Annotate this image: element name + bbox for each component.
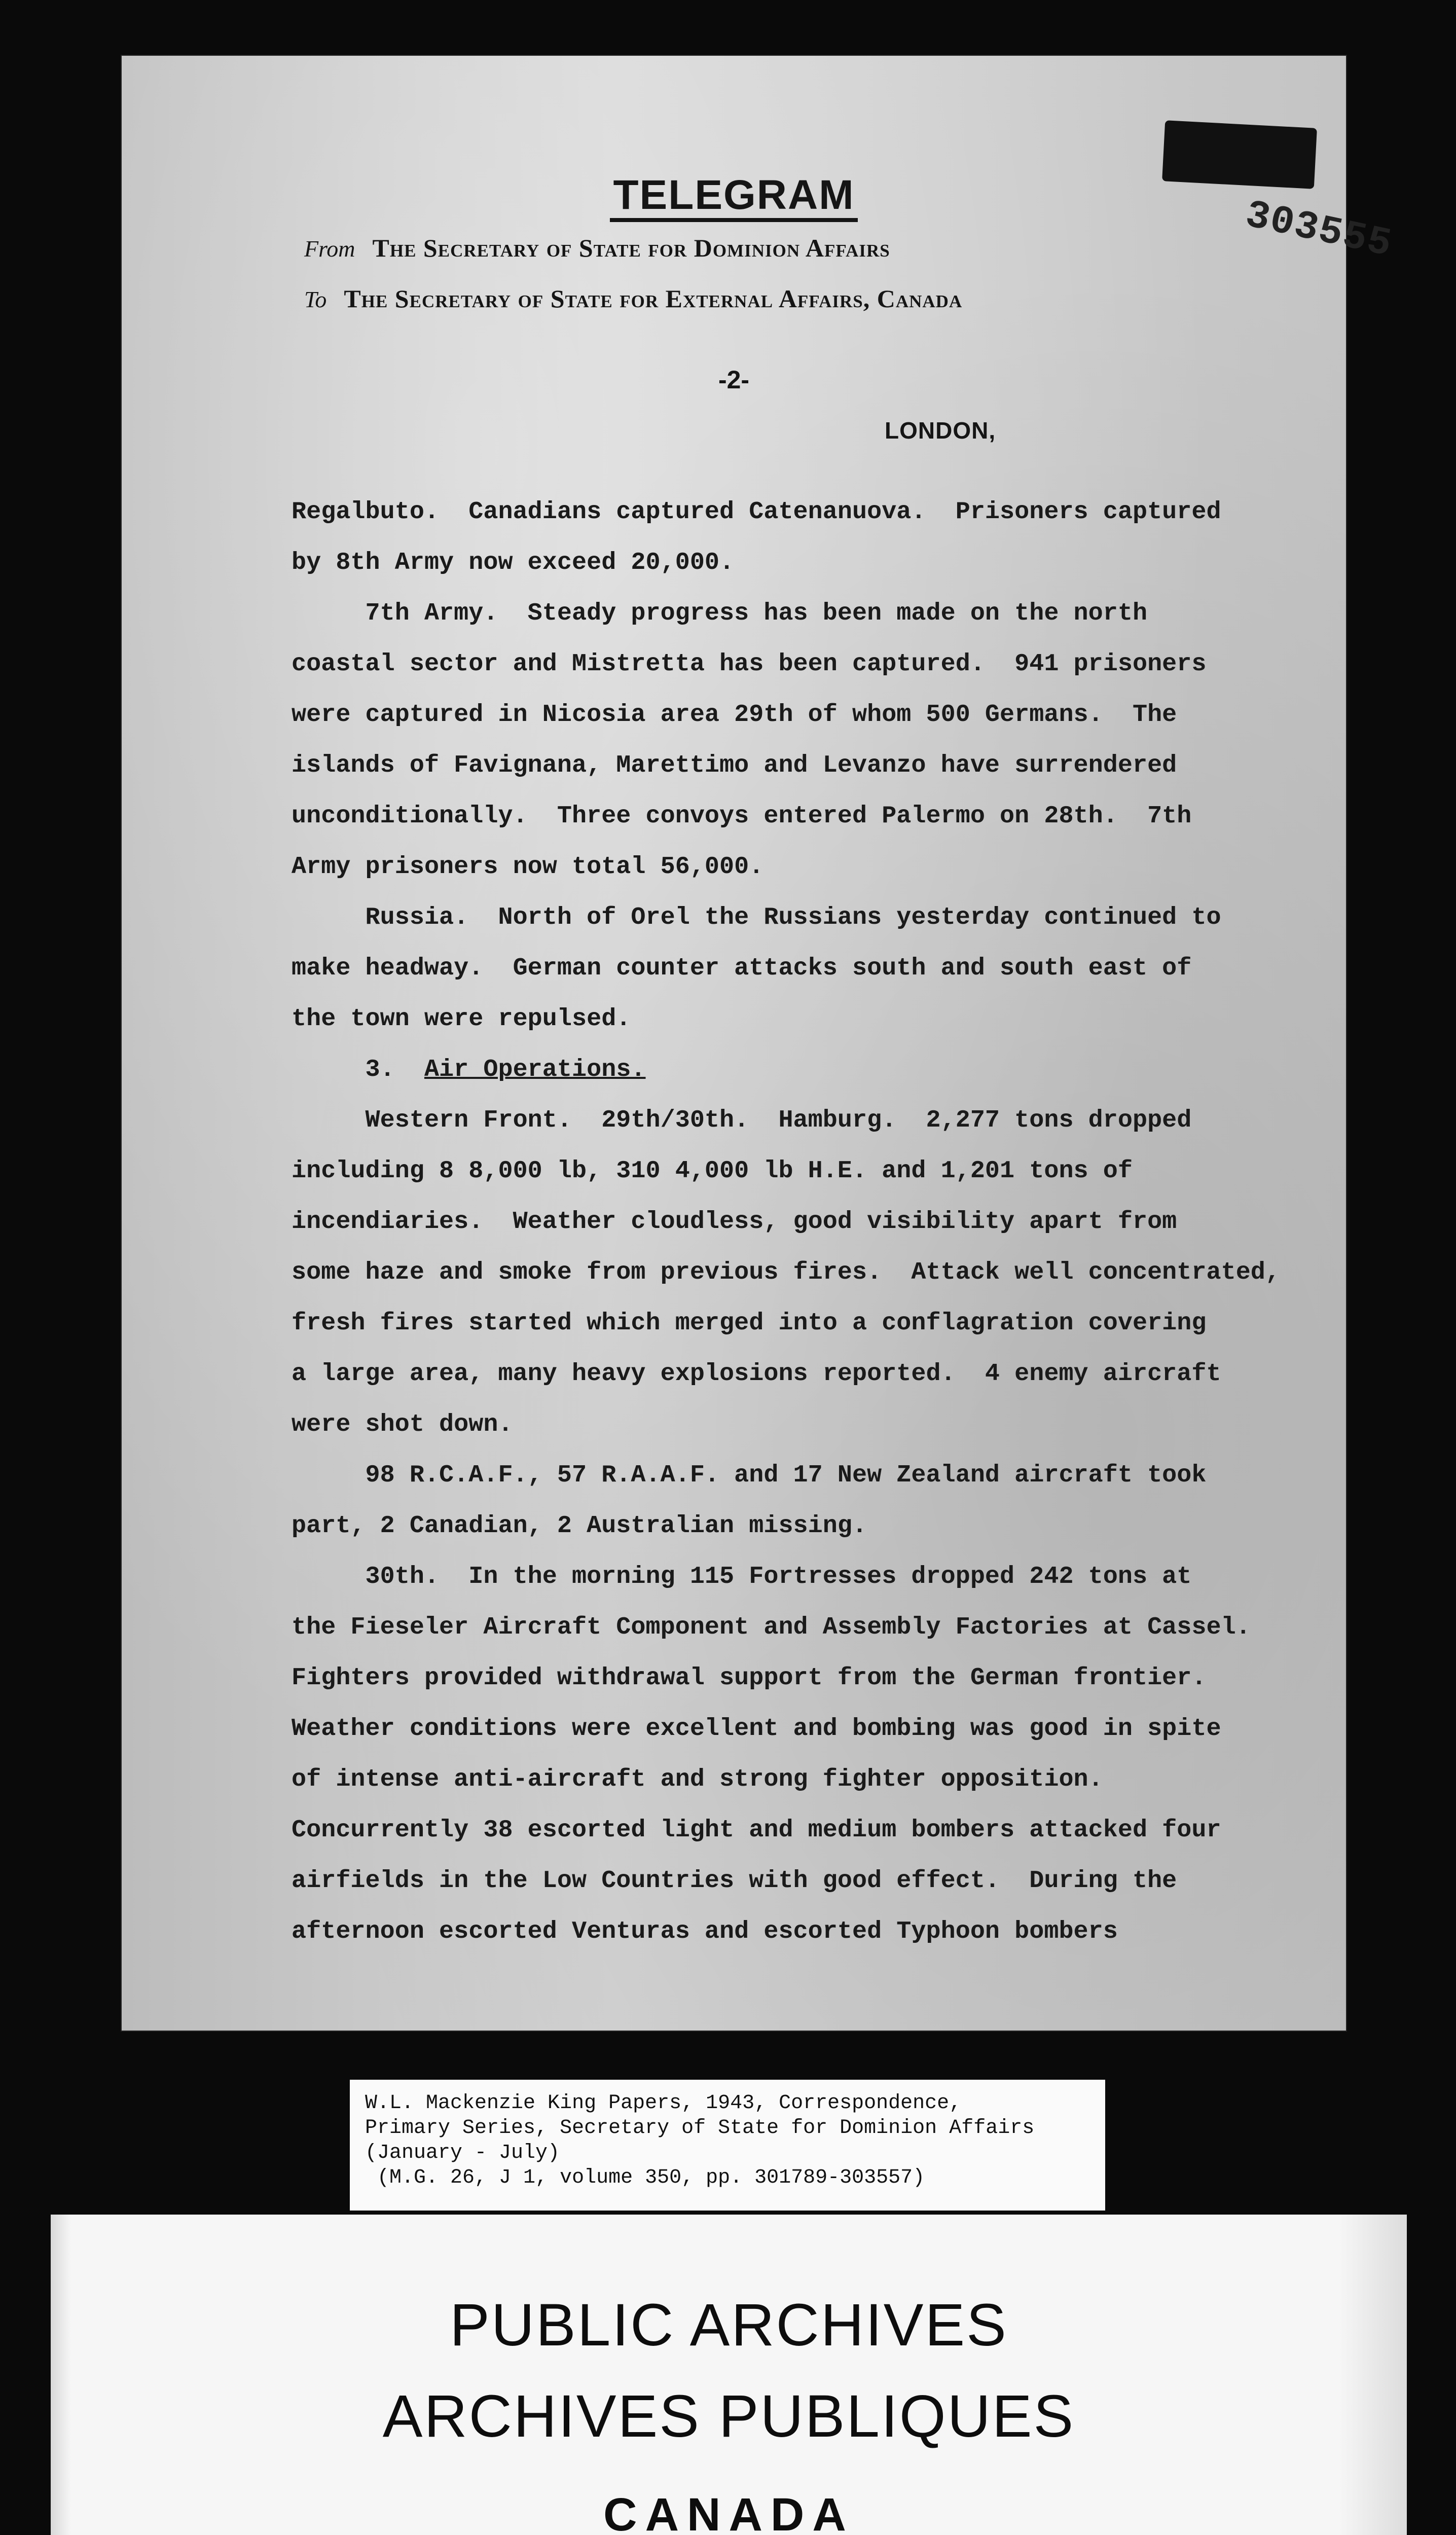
body-line: a large area, many heavy explosions reported. 4 enemy aircraft xyxy=(292,1360,1221,1388)
telegram-body xyxy=(292,487,1422,1957)
place-line: LONDON, xyxy=(885,417,996,444)
from-value: The Secretary of State for Dominion Affairs xyxy=(372,234,890,262)
body-line: including 8 8,000 lb, 310 4,000 lb H.E. and 1,201 tons of xyxy=(292,1157,1133,1185)
page-marker: -2- xyxy=(718,366,750,394)
body-line: 98 R.C.A.F., 57 R.A.A.F. and 17 New Zealand aircraft took xyxy=(292,1461,1207,1489)
body-line: by 8th Army now exceed 20,000. xyxy=(292,549,735,576)
body-line: fresh fires started which merged into a conflagration covering xyxy=(292,1309,1207,1337)
from-label: From xyxy=(304,236,355,262)
body-line: were shot down. xyxy=(292,1410,513,1438)
body-line: coastal sector and Mistretta has been captured. 941 prisoners xyxy=(292,650,1207,678)
body-line: Concurrently 38 escorted light and medium bombers attacked four xyxy=(292,1816,1221,1844)
body-line: the town were repulsed. xyxy=(292,1005,631,1033)
from-line xyxy=(304,233,890,263)
section-title: Air Operations. xyxy=(424,1056,646,1083)
body-line: were captured in Nicosia area 29th of whom 500 Germans. The xyxy=(292,701,1177,729)
body-line: of intense anti-aircraft and strong fighter opposition. xyxy=(292,1765,1103,1793)
body-line: the Fieseler Aircraft Component and Assembly Factories at Cassel. xyxy=(292,1613,1251,1641)
body-line: unconditionally. Three convoys entered Palermo on 28th. 7th xyxy=(292,802,1192,830)
body-line: islands of Favignana, Marettimo and Levanzo have surrendered xyxy=(292,751,1177,779)
body-line: Russia. North of Orel the Russians yesterday continued to xyxy=(292,903,1221,931)
body-line: 7th Army. Steady progress has been made on the north xyxy=(292,599,1148,627)
citation-line: (January - July) xyxy=(365,2142,560,2164)
body-line: airfields in the Low Countries with good effect. During the xyxy=(292,1867,1177,1895)
body-line: afternoon escorted Venturas and escorted Typhoon bombers xyxy=(292,1917,1118,1945)
body-line: Western Front. 29th/30th. Hamburg. 2,277 tons dropped xyxy=(292,1106,1192,1134)
citation-line: (M.G. 26, J 1, volume 350, pp. 301789-303557) xyxy=(365,2166,925,2189)
telegram-page xyxy=(122,56,1396,2031)
body-line: Weather conditions were excellent and bombing was good in spite xyxy=(292,1715,1221,1743)
archives-line-french: ARCHIVES PUBLIQUES xyxy=(382,2383,1075,2450)
citation-line: Primary Series, Secretary of State for Dominion Affairs xyxy=(365,2117,1035,2140)
body-line: part, 2 Canadian, 2 Australian missing. xyxy=(292,1512,867,1540)
telegram-title xyxy=(122,171,1346,219)
to-value: The Secretary of State for External Affairs, Canada xyxy=(344,284,963,313)
body-line: incendiaries. Weather cloudless, good visibility apart from xyxy=(292,1208,1177,1236)
body-line: 30th. In the morning 115 Fortresses dropped 242 tons at xyxy=(292,1563,1192,1590)
citation-line: W.L. Mackenzie King Papers, 1943, Correspondence, xyxy=(365,2092,962,2115)
section-number: 3. xyxy=(292,1056,424,1083)
body-line: Fighters provided withdrawal support from the German frontier. xyxy=(292,1664,1207,1692)
body-line: some haze and smoke from previous fires. Attack well concentrated, xyxy=(292,1258,1281,1286)
body-line: Army prisoners now total 56,000. xyxy=(292,853,764,881)
body-line: Regalbuto. Canadians captured Catenanuova. Prisoners captured xyxy=(292,498,1221,526)
telegram-title-text: TELEGRAM xyxy=(610,172,857,222)
body-line: make headway. German counter attacks south and south east of xyxy=(292,954,1192,982)
to-line xyxy=(304,284,962,313)
section-heading xyxy=(292,1044,1422,1095)
to-label: To xyxy=(304,286,327,312)
archive-page-number: 303555 xyxy=(1242,193,1396,268)
citation-label xyxy=(350,2080,1105,2211)
archives-line-country: CANADA xyxy=(603,2489,854,2535)
archives-card xyxy=(51,2215,1407,2535)
archives-line-english: PUBLIC ARCHIVES xyxy=(450,2292,1008,2359)
